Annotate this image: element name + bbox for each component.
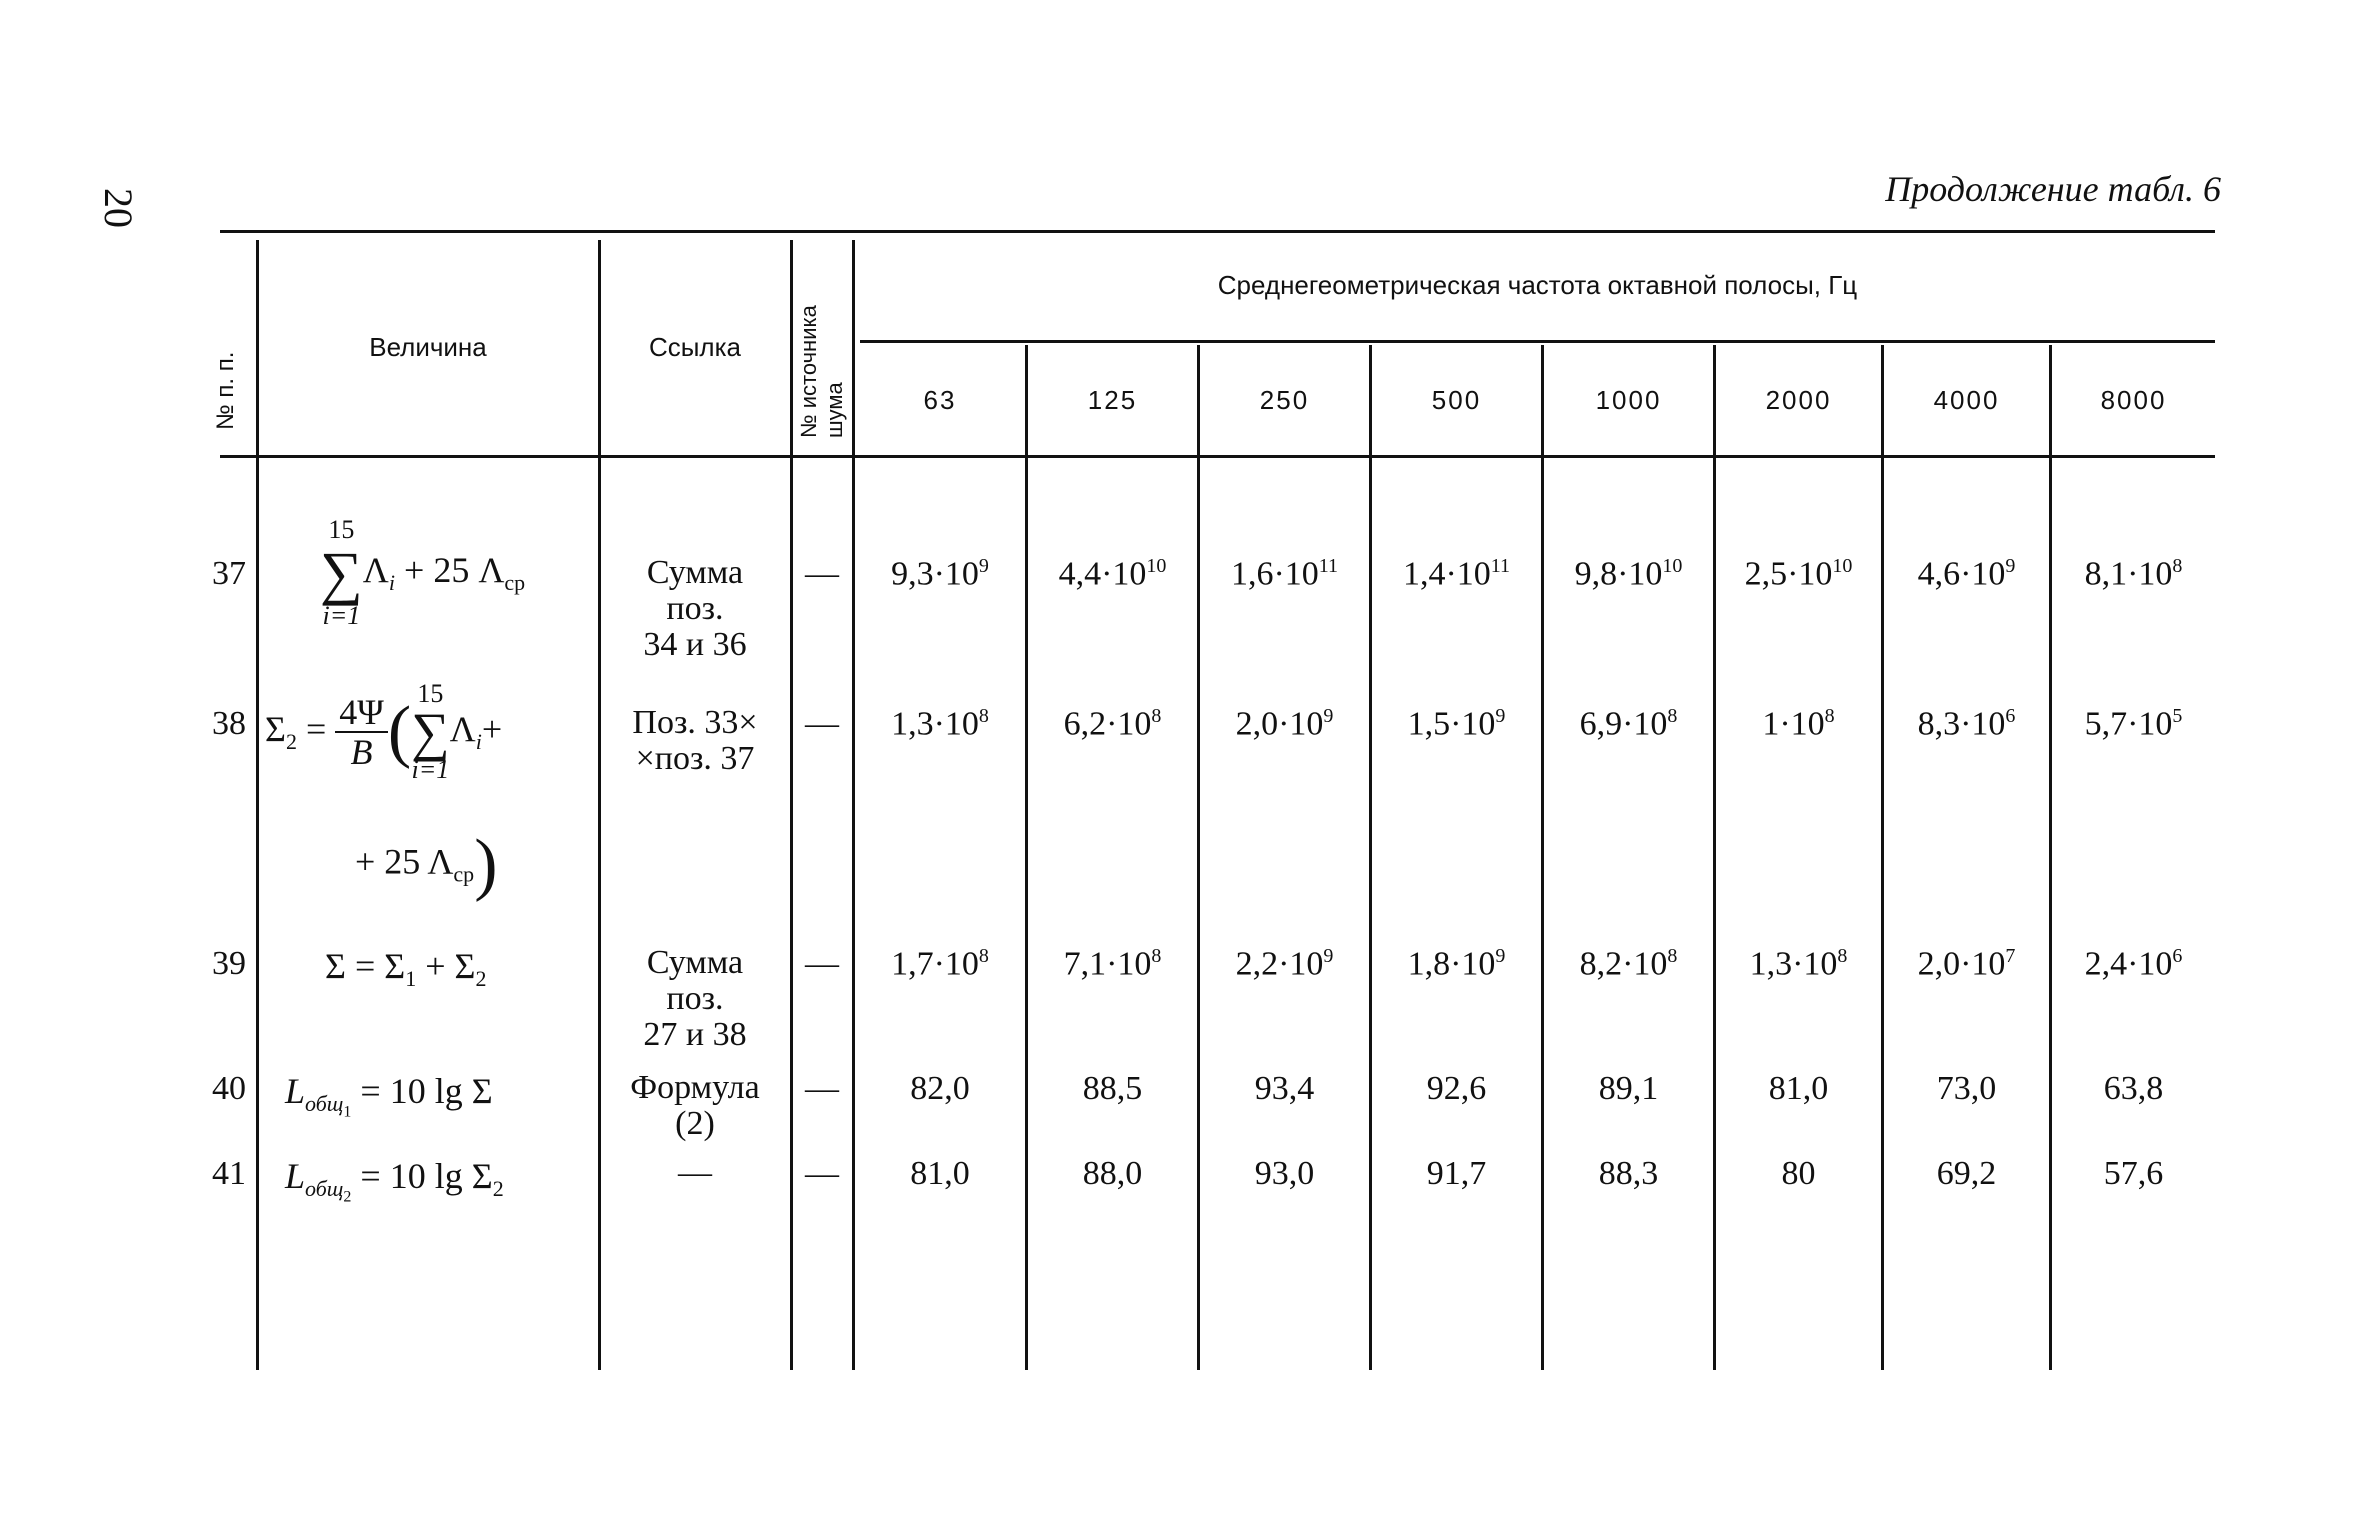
value-cell: $1,3\cdot 10^8$ [891,705,989,743]
value-cell: 69,2 [1936,1155,1997,1192]
exponent: 8 [978,705,989,727]
formula-body: $\Lambda_i + 25$ $\Lambda_{ср}$ [362,550,526,596]
exponent: 5 [2172,705,2183,727]
source-cell: — [805,1155,839,1192]
exponent: 10 [1832,555,1853,577]
frequency-header: 2000 [1765,385,1832,415]
source-cell: — [805,555,839,592]
reference-cell [602,1155,788,1191]
formula-sub: 2 [285,729,297,755]
fraction-denominator: B [350,732,373,772]
row-number: 39 [212,945,246,982]
col-rule-6 [1197,345,1200,1370]
close-paren: ) [474,826,498,903]
col-rule-8 [1541,345,1544,1370]
exponent: 6 [2005,705,2016,727]
col-rule-11 [2049,345,2052,1370]
col-rule-9 [1713,345,1716,1370]
sum-symbol: ∑ [320,540,363,606]
fraction-numerator: 4Ψ [335,693,388,733]
exponent: 9 [1323,945,1334,967]
exponent: 8 [1151,705,1162,727]
value-cell: $9,8\cdot 10^{10}$ [1574,555,1683,593]
value-cell: $2,4\cdot 10^6$ [2084,945,2183,983]
value-cell: 82,0 [910,1070,970,1107]
col-rule-10 [1881,345,1884,1370]
frequency-header: 8000 [2100,385,2167,415]
sum-upper-limit: 15 [417,679,444,708]
formula-subsub: 1 [343,1103,352,1121]
exponent: 8 [1667,945,1678,967]
value-cell: 88,5 [1082,1070,1143,1107]
value-cell: 81,0 [910,1155,970,1192]
page-number: 20 [96,188,141,228]
value-cell: 88,0 [1082,1155,1143,1192]
value-cell: $1,7\cdot 10^8$ [891,945,989,983]
value-cell: $1,8\cdot 10^9$ [1407,945,1506,983]
exponent: 8 [2172,555,2183,577]
value-cell: 63,8 [2103,1070,2164,1107]
frequency-header: 125 [1087,385,1138,415]
reference-line: поз. [666,980,724,1017]
reference-line: Поз. 33× [632,704,758,741]
value-cell: $6,9\cdot 10^8$ [1579,705,1678,743]
exponent: 6 [2172,945,2183,967]
value-cell: $1,3\cdot 10^8$ [1749,945,1848,983]
value-cell: $5,7\cdot 10^5$ [2084,705,2183,743]
value-cell: $1,6\cdot 10^{11}$ [1230,555,1339,593]
reference-line: Сумма [646,944,744,981]
reference-line: поз. [666,590,724,627]
sum-symbol: ∑ [411,702,450,762]
value-cell: $8,3\cdot 10^6$ [1917,705,2016,743]
value-cell: $9,3\cdot 10^9$ [891,555,989,593]
value-cell: $8,2\cdot 10^8$ [1579,945,1678,983]
frequency-header: 500 [1431,385,1482,415]
formula-body: $\Lambda_i+$ [449,709,503,755]
exponent: 9 [1323,705,1334,727]
value-cell: $8,1\cdot 10^8$ [2084,555,2183,593]
exponent: 10 [1146,555,1167,577]
exponent: 11 [1318,555,1339,577]
formula-sub: i [475,729,482,755]
open-paren: ( [387,693,412,770]
value-cell: 57,6 [2103,1155,2164,1192]
value-cell: 80 [1781,1155,1816,1192]
value-cell: $4,4\cdot 10^{10}$ [1058,555,1167,593]
reference-cell [602,555,788,663]
value-cell: $2,0\cdot 10^7$ [1917,945,2016,983]
col-rule-2 [598,240,601,1370]
exponent: 8 [1151,945,1162,967]
top-rule [220,230,2215,233]
value-cell: $2,5\cdot 10^{10}$ [1744,555,1853,593]
reference-cell [602,945,788,1053]
value-cell: 89,1 [1598,1070,1659,1107]
reference-line: (2) [675,1105,715,1142]
fraction [335,693,388,771]
formula-sub: ср [453,861,475,887]
formula-sub: i [388,570,396,596]
exponent: 9 [978,555,989,577]
value-cell: $6,2\cdot 10^8$ [1063,705,1162,743]
formula-sub: 1 [405,966,417,992]
sum-upper-limit: 15 [328,515,355,544]
quantity-formula [265,680,502,784]
table-caption: Продолжение табл. 6 [1885,169,2221,209]
reference-line: ×поз. 37 [635,740,755,777]
value-cell: $1\cdot 10^8$ [1762,705,1835,743]
quantity-formula: $\Sigma = \Sigma_1 + \Sigma_2$ [325,946,487,992]
exponent: 8 [1837,945,1848,967]
formula-L: L [285,1071,306,1111]
header-freq-group: Среднегеометрическая частота октавной полосы, Гц [1217,270,1858,300]
exponent: 9 [1495,705,1506,727]
value-cell: $2,0\cdot 10^9$ [1235,705,1334,743]
frequency-header: 250 [1259,385,1310,415]
frequency-header: 1000 [1595,385,1662,415]
exponent: 9 [2005,555,2016,577]
col-rule-1 [256,240,259,1370]
exponent: 8 [1824,705,1835,727]
exponent: 9 [1495,945,1506,967]
sum-operator [320,515,363,631]
header-quantity: Величина [369,332,487,362]
exponent: 8 [978,945,989,967]
source-cell: — [805,705,839,742]
exponent: 7 [2005,945,2016,967]
row-number: 38 [212,705,246,742]
reference-line: 34 и 36 [643,626,747,663]
reference-cell [602,1070,788,1142]
value-cell: 88,3 [1598,1155,1659,1192]
reference-line: Сумма [646,554,744,591]
formula-continuation: + 25 $\Lambda_{ср}$) [355,826,498,903]
row-number: 37 [212,555,246,592]
value-cell: $2,2\cdot 10^9$ [1235,945,1334,983]
col-rule-5 [1025,345,1028,1370]
formula-sub: ср [504,570,526,596]
formula-subsub: 2 [343,1188,352,1206]
exponent: 8 [1667,705,1678,727]
frequency-header: 63 [923,385,957,415]
formula-L: L [285,1156,306,1196]
row-number: 41 [212,1155,246,1192]
freq-subheader-rule [860,340,2215,343]
sum-operator [411,680,450,784]
value-cell: $1,5\cdot 10^9$ [1407,705,1506,743]
reference-line: 27 и 38 [643,1016,747,1053]
row-number: 40 [212,1070,246,1107]
frequency-header: 4000 [1933,385,2000,415]
header-bottom-rule [220,455,2215,458]
quantity-formula: $L_{общ_2} = 10$ $\lg \Sigma_2$ [285,1156,504,1206]
value-cell: $4,6\cdot 10^9$ [1917,555,2016,593]
quantity-formula [320,515,525,631]
value-cell: $7,1\cdot 10^8$ [1063,945,1162,983]
value-cell: 93,4 [1254,1070,1315,1107]
exponent: 10 [1662,555,1683,577]
value-cell: 73,0 [1936,1070,1997,1107]
value-cell: 81,0 [1768,1070,1829,1107]
reference-line: — [678,1154,712,1191]
sum-lower-limit: i=1 [411,755,450,784]
value-cell: 92,6 [1426,1070,1487,1107]
formula-sub: общ1 [305,1091,352,1121]
header-num: № п. п. [212,351,239,430]
formula-lhs: $\Sigma_2$ = [265,709,336,755]
formula-sub: общ2 [305,1176,352,1206]
col-rule-7 [1369,345,1372,1370]
formula-sub: 2 [475,966,487,992]
source-cell: — [805,1070,839,1107]
value-cell: $1,4\cdot 10^{11}$ [1402,555,1511,593]
header-reference: Ссылка [648,332,742,362]
reference-line: Формула [630,1069,760,1106]
quantity-formula: $L_{общ_1} = 10$ lg Σ [285,1071,493,1121]
value-cell: 93,0 [1254,1155,1315,1192]
reference-cell [602,705,788,777]
exponent: 11 [1490,555,1511,577]
col-rule-3 [790,240,793,1370]
header-source: № источника шума [796,305,847,438]
value-cell: 91,7 [1426,1155,1487,1192]
source-cell: — [805,945,839,982]
formula-sub: 2 [492,1176,504,1202]
sum-lower-limit: i=1 [322,601,361,630]
